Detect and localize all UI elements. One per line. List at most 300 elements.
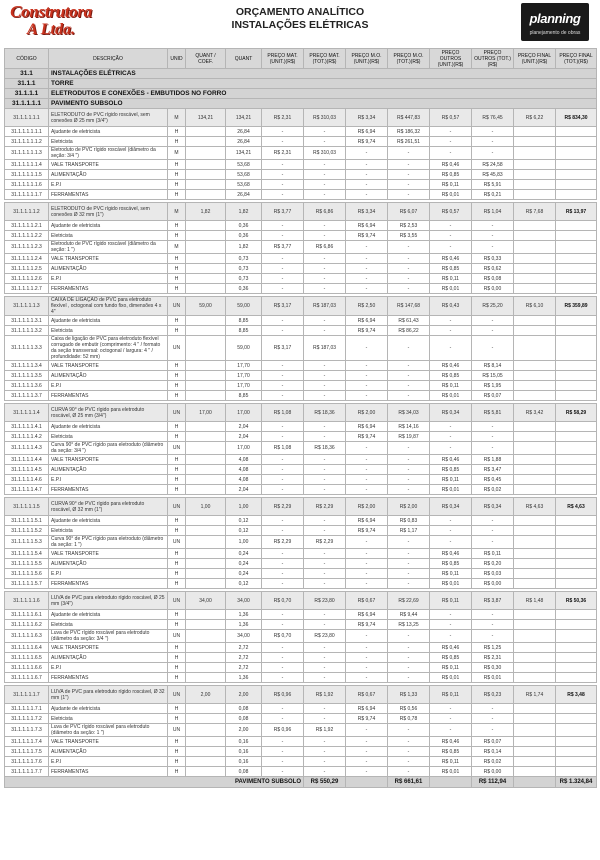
comp-mat-unit: - (262, 284, 304, 294)
comp-other-total: - (472, 432, 514, 442)
comp-mat-unit: - (262, 326, 304, 336)
comp-unit: H (168, 610, 186, 620)
comp-code: 31.1.1.1.1.3.5 (5, 371, 49, 381)
comp-unit: H (168, 526, 186, 536)
composition-row (5, 190, 597, 200)
comp-coef (186, 221, 226, 231)
section-label: TORRE (49, 79, 597, 89)
item-final-total: R$ 359,89 (556, 297, 597, 316)
comp-labor-unit: - (346, 485, 388, 495)
item-description: CURVA 90° de PVC rígido para eletroduto roscável, Ø 25 mm (3/4") (49, 404, 168, 422)
comp-mat-unit: - (262, 757, 304, 767)
comp-unit: H (168, 274, 186, 284)
comp-mat-unit: - (262, 381, 304, 391)
total-labor: R$ 661,61 (388, 777, 430, 788)
comp-labor-unit: - (346, 264, 388, 274)
comp-unit: H (168, 747, 186, 757)
comp-qty: 4,08 (226, 455, 262, 465)
comp-mat-unit: R$ 2,29 (262, 536, 304, 549)
comp-mat-total: - (304, 274, 346, 284)
comp-final-total (556, 516, 597, 526)
comp-description: VALE TRANSPORTE (49, 160, 168, 170)
comp-labor-total: - (388, 757, 430, 767)
composition-row (5, 391, 597, 401)
comp-other-unit: - (430, 526, 472, 536)
comp-coef (186, 381, 226, 391)
section-label: ELETRODUTOS E CONEXÕES - EMBUTIDOS NO FORRO (49, 89, 597, 99)
comp-description: ALIMENTAÇÃO (49, 170, 168, 180)
composition-row (5, 422, 597, 432)
comp-unit: H (168, 284, 186, 294)
comp-final-total (556, 663, 597, 673)
item-qty: 17,00 (226, 404, 262, 422)
comp-other-total: - (472, 316, 514, 326)
comp-mat-unit: - (262, 455, 304, 465)
item-coef: 2,00 (186, 686, 226, 704)
col-header-code: CÓDIGO (5, 49, 49, 69)
comp-mat-unit: - (262, 221, 304, 231)
comp-other-unit: R$ 0,11 (430, 569, 472, 579)
comp-code: 31.1.1.1.1.4.5 (5, 465, 49, 475)
comp-other-unit: - (430, 241, 472, 254)
comp-mat-total: - (304, 579, 346, 589)
comp-labor-unit: R$ 6,94 (346, 127, 388, 137)
item-mat-total: R$ 310,03 (304, 109, 346, 127)
comp-labor-total: - (388, 147, 430, 160)
comp-coef (186, 160, 226, 170)
comp-final-total (556, 170, 597, 180)
comp-other-unit: - (430, 422, 472, 432)
comp-coef (186, 475, 226, 485)
comp-coef (186, 579, 226, 589)
comp-other-total: - (472, 620, 514, 630)
comp-coef (186, 559, 226, 569)
comp-final-unit (514, 559, 556, 569)
comp-other-unit: - (430, 704, 472, 714)
comp-other-unit: - (430, 516, 472, 526)
comp-final-unit (514, 455, 556, 465)
comp-mat-total: - (304, 714, 346, 724)
item-coef: 17,00 (186, 404, 226, 422)
comp-coef (186, 254, 226, 264)
comp-final-total (556, 326, 597, 336)
comp-mat-unit: R$ 0,70 (262, 630, 304, 643)
comp-mat-total: R$ 6,86 (304, 241, 346, 254)
comp-final-total (556, 231, 597, 241)
comp-other-total: R$ 0,00 (472, 284, 514, 294)
comp-final-total (556, 391, 597, 401)
item-final-unit: R$ 7,68 (514, 203, 556, 221)
composition-row (5, 442, 597, 455)
comp-labor-unit: - (346, 643, 388, 653)
comp-mat-total: - (304, 190, 346, 200)
item-coef: 59,00 (186, 297, 226, 316)
comp-labor-unit: - (346, 274, 388, 284)
comp-other-unit: - (430, 536, 472, 549)
comp-qty: 0,16 (226, 737, 262, 747)
comp-qty: 134,21 (226, 147, 262, 160)
item-qty: 59,00 (226, 297, 262, 316)
comp-unit: H (168, 643, 186, 653)
comp-labor-unit: R$ 9,74 (346, 137, 388, 147)
comp-final-total (556, 127, 597, 137)
comp-labor-total: R$ 186,32 (388, 127, 430, 137)
comp-mat-unit: - (262, 549, 304, 559)
item-description: LUVA de PVC para eletroduto rígido roscável, Ø 32 mm (1") (49, 686, 168, 704)
comp-mat-total: - (304, 127, 346, 137)
comp-mat-unit: - (262, 747, 304, 757)
comp-unit: H (168, 757, 186, 767)
comp-mat-unit: - (262, 180, 304, 190)
comp-labor-total: - (388, 630, 430, 643)
comp-mat-total: - (304, 180, 346, 190)
comp-final-unit (514, 422, 556, 432)
comp-qty: 2,00 (226, 724, 262, 737)
comp-code: 31.1.1.1.1.7.5 (5, 747, 49, 757)
comp-other-unit: R$ 0,01 (430, 767, 472, 777)
comp-labor-unit: R$ 9,74 (346, 526, 388, 536)
comp-other-total: R$ 0,20 (472, 559, 514, 569)
comp-qty: 0,12 (226, 526, 262, 536)
composition-row (5, 663, 597, 673)
comp-labor-total: - (388, 241, 430, 254)
comp-final-total (556, 264, 597, 274)
comp-qty: 0,12 (226, 579, 262, 589)
comp-description: VALE TRANSPORTE (49, 455, 168, 465)
comp-mat-total: - (304, 170, 346, 180)
comp-coef (186, 569, 226, 579)
comp-mat-total: R$ 23,80 (304, 630, 346, 643)
brand-tagline: planejamento de obras (529, 30, 581, 36)
item-row (5, 592, 597, 610)
item-other-unit: R$ 0,11 (430, 686, 472, 704)
table-body (5, 69, 597, 777)
comp-labor-unit: - (346, 336, 388, 361)
item-code: 31.1.1.1.1.7 (5, 686, 49, 704)
comp-code: 31.1.1.1.1.6.2 (5, 620, 49, 630)
composition-row (5, 361, 597, 371)
comp-final-total (556, 569, 597, 579)
comp-code: 31.1.1.1.1.4.2 (5, 432, 49, 442)
comp-labor-total: - (388, 455, 430, 465)
comp-other-total: - (472, 221, 514, 231)
comp-mat-unit: R$ 1,08 (262, 442, 304, 455)
comp-other-unit: R$ 0,11 (430, 663, 472, 673)
comp-coef (186, 442, 226, 455)
comp-other-total: - (472, 630, 514, 643)
comp-qty: 2,04 (226, 422, 262, 432)
comp-unit: H (168, 254, 186, 264)
composition-row (5, 579, 597, 589)
comp-coef (186, 630, 226, 643)
comp-other-total: - (472, 536, 514, 549)
comp-labor-total: - (388, 579, 430, 589)
item-final-total: R$ 3,48 (556, 686, 597, 704)
composition-row (5, 536, 597, 549)
col-header-labor-unit: PREÇO M.O. (UNIT.)(R$) (346, 49, 388, 69)
col-header-mat-total: PREÇO MAT. (TOT.)(R$) (304, 49, 346, 69)
comp-other-total: R$ 1,95 (472, 381, 514, 391)
item-row (5, 203, 597, 221)
composition-row (5, 747, 597, 757)
comp-description: FERRAMENTAS (49, 767, 168, 777)
comp-labor-unit: - (346, 549, 388, 559)
comp-qty: 26,84 (226, 190, 262, 200)
comp-labor-total: - (388, 391, 430, 401)
comp-description: E.P.I (49, 757, 168, 767)
company-name-line2: A Ltda. (26, 21, 75, 38)
comp-labor-unit: - (346, 147, 388, 160)
comp-labor-unit: - (346, 653, 388, 663)
item-qty: 134,21 (226, 109, 262, 127)
comp-coef (186, 336, 226, 361)
comp-final-unit (514, 190, 556, 200)
comp-description: ALIMENTAÇÃO (49, 653, 168, 663)
comp-labor-unit: - (346, 381, 388, 391)
comp-final-total (556, 714, 597, 724)
comp-unit: H (168, 361, 186, 371)
comp-final-unit (514, 516, 556, 526)
comp-unit: H (168, 170, 186, 180)
comp-mat-unit: - (262, 170, 304, 180)
comp-final-unit (514, 526, 556, 536)
composition-row (5, 160, 597, 170)
comp-other-unit: R$ 0,46 (430, 549, 472, 559)
comp-qty: 0,24 (226, 549, 262, 559)
item-code: 31.1.1.1.1.2 (5, 203, 49, 221)
comp-labor-unit: - (346, 475, 388, 485)
comp-other-unit: - (430, 610, 472, 620)
comp-mat-total: - (304, 663, 346, 673)
comp-unit: H (168, 137, 186, 147)
comp-qty: 2,04 (226, 485, 262, 495)
comp-code: 31.1.1.1.1.3.4 (5, 361, 49, 371)
item-labor-total: R$ 447,83 (388, 109, 430, 127)
item-description: CAIXA DE LIGAÇÃO de PVC para eletroduto flexível , octogonal com fundo fixo, dimensões 4 x 4" (49, 297, 168, 316)
comp-code: 31.1.1.1.1.4.1 (5, 422, 49, 432)
composition-row (5, 231, 597, 241)
comp-coef (186, 536, 226, 549)
comp-final-unit (514, 569, 556, 579)
comp-description: Curva 90° de PVC rígido para eletroduto (diâmetro da seção: 3/4 ") (49, 442, 168, 455)
comp-labor-total: R$ 86,22 (388, 326, 430, 336)
composition-row (5, 569, 597, 579)
comp-mat-total: - (304, 221, 346, 231)
total-spacer (514, 777, 556, 788)
comp-description: Caixa de ligação de PVC para eletroduto flexível corrugado de embutir (comprimento: 4 " / formato da seção transversal: octogonal / largura: 4 " / profundidade: 52 mm) (49, 336, 168, 361)
comp-final-total (556, 485, 597, 495)
comp-final-unit (514, 264, 556, 274)
comp-coef (186, 714, 226, 724)
composition-row (5, 485, 597, 495)
item-mat-total: R$ 1,92 (304, 686, 346, 704)
comp-description: Eletricista (49, 432, 168, 442)
comp-mat-total: - (304, 465, 346, 475)
comp-final-unit (514, 724, 556, 737)
item-other-total: R$ 0,34 (472, 498, 514, 516)
comp-mat-total: R$ 2,29 (304, 536, 346, 549)
comp-labor-total: - (388, 569, 430, 579)
comp-final-unit (514, 663, 556, 673)
item-other-total: R$ 0,23 (472, 686, 514, 704)
comp-mat-unit: - (262, 673, 304, 683)
item-unit: M (168, 203, 186, 221)
comp-code: 31.1.1.1.1.3.2 (5, 326, 49, 336)
comp-labor-total: - (388, 724, 430, 737)
comp-code: 31.1.1.1.1.5.2 (5, 526, 49, 536)
comp-labor-total: - (388, 536, 430, 549)
comp-description: Ajudante de eletricista (49, 422, 168, 432)
comp-coef (186, 526, 226, 536)
comp-description: FERRAMENTAS (49, 485, 168, 495)
comp-description: E.P.I (49, 274, 168, 284)
comp-other-total: R$ 0,33 (472, 254, 514, 264)
item-final-unit: R$ 3,42 (514, 404, 556, 422)
comp-other-total: R$ 0,03 (472, 569, 514, 579)
comp-final-total (556, 704, 597, 714)
comp-other-total: - (472, 147, 514, 160)
comp-labor-total: R$ 1,17 (388, 526, 430, 536)
comp-mat-unit: - (262, 254, 304, 264)
item-final-unit: R$ 1,74 (514, 686, 556, 704)
comp-final-unit (514, 714, 556, 724)
comp-unit: M (168, 241, 186, 254)
item-code: 31.1.1.1.1.6 (5, 592, 49, 610)
comp-code: 31.1.1.1.1.2.5 (5, 264, 49, 274)
comp-coef (186, 190, 226, 200)
comp-unit: H (168, 326, 186, 336)
item-final-unit: R$ 6,22 (514, 109, 556, 127)
comp-qty: 1,82 (226, 241, 262, 254)
comp-labor-unit: - (346, 455, 388, 465)
item-labor-total: R$ 6,07 (388, 203, 430, 221)
composition-row (5, 653, 597, 663)
comp-labor-unit: - (346, 767, 388, 777)
comp-coef (186, 361, 226, 371)
col-header-other-unit: PREÇO OUTROS (UNIT.)(R$) (430, 49, 472, 69)
comp-labor-total: - (388, 653, 430, 663)
planning-logo (521, 3, 589, 41)
comp-other-unit: R$ 0,01 (430, 485, 472, 495)
comp-final-total (556, 137, 597, 147)
comp-coef (186, 231, 226, 241)
comp-code: 31.1.1.1.1.5.1 (5, 516, 49, 526)
comp-code: 31.1.1.1.1.1.2 (5, 137, 49, 147)
comp-code: 31.1.1.1.1.2.3 (5, 241, 49, 254)
composition-row (5, 630, 597, 643)
comp-labor-unit: R$ 6,94 (346, 316, 388, 326)
comp-other-total: R$ 0,01 (472, 673, 514, 683)
composition-row (5, 137, 597, 147)
comp-labor-total: - (388, 160, 430, 170)
comp-mat-unit: R$ 2,31 (262, 147, 304, 160)
comp-description: Eletricista (49, 326, 168, 336)
comp-mat-unit: - (262, 620, 304, 630)
comp-mat-unit: - (262, 361, 304, 371)
comp-final-unit (514, 630, 556, 643)
comp-final-unit (514, 485, 556, 495)
comp-code: 31.1.1.1.1.1.3 (5, 147, 49, 160)
item-mat-total: R$ 18,36 (304, 404, 346, 422)
comp-qty: 0,73 (226, 274, 262, 284)
item-row (5, 297, 597, 316)
composition-row (5, 714, 597, 724)
comp-other-unit: R$ 0,01 (430, 284, 472, 294)
comp-labor-total: R$ 9,44 (388, 610, 430, 620)
comp-mat-total: - (304, 326, 346, 336)
comp-unit: H (168, 190, 186, 200)
comp-mat-unit: - (262, 643, 304, 653)
comp-qty: 17,70 (226, 371, 262, 381)
comp-description: E.P.I (49, 569, 168, 579)
comp-description: ALIMENTAÇÃO (49, 747, 168, 757)
comp-mat-total: - (304, 653, 346, 663)
composition-row (5, 127, 597, 137)
comp-other-total: - (472, 724, 514, 737)
comp-code: 31.1.1.1.1.2.1 (5, 221, 49, 231)
comp-mat-unit: - (262, 371, 304, 381)
comp-other-unit: - (430, 620, 472, 630)
comp-coef (186, 673, 226, 683)
comp-unit: H (168, 475, 186, 485)
comp-code: 31.1.1.1.1.5.4 (5, 549, 49, 559)
comp-labor-unit: - (346, 391, 388, 401)
comp-labor-total: - (388, 465, 430, 475)
comp-qty: 2,72 (226, 663, 262, 673)
comp-mat-unit: - (262, 190, 304, 200)
comp-labor-unit: - (346, 569, 388, 579)
comp-labor-unit: R$ 9,74 (346, 714, 388, 724)
comp-description: FERRAMENTAS (49, 284, 168, 294)
composition-row (5, 432, 597, 442)
comp-final-unit (514, 336, 556, 361)
item-row (5, 498, 597, 516)
comp-mat-total: - (304, 757, 346, 767)
comp-qty: 59,00 (226, 336, 262, 361)
comp-qty: 4,08 (226, 475, 262, 485)
comp-coef (186, 767, 226, 777)
composition-row (5, 254, 597, 264)
comp-unit: H (168, 653, 186, 663)
comp-final-unit (514, 326, 556, 336)
comp-unit: H (168, 569, 186, 579)
comp-description: Eletroduto de PVC rígido roscável (diâmetro da seção: 3/4 ") (49, 147, 168, 160)
comp-coef (186, 549, 226, 559)
comp-unit: H (168, 127, 186, 137)
comp-labor-unit: - (346, 190, 388, 200)
comp-description: VALE TRANSPORTE (49, 549, 168, 559)
comp-code: 31.1.1.1.1.6.3 (5, 630, 49, 643)
comp-labor-total: - (388, 475, 430, 485)
comp-description: VALE TRANSPORTE (49, 361, 168, 371)
comp-unit: H (168, 559, 186, 569)
comp-other-unit: R$ 0,46 (430, 643, 472, 653)
composition-row (5, 516, 597, 526)
comp-final-unit (514, 579, 556, 589)
item-final-total: R$ 4,63 (556, 498, 597, 516)
comp-other-total: R$ 8,14 (472, 361, 514, 371)
comp-description: Eletricista (49, 137, 168, 147)
comp-other-unit: - (430, 432, 472, 442)
comp-qty: 0,24 (226, 569, 262, 579)
item-other-unit: R$ 0,11 (430, 592, 472, 610)
comp-other-total: R$ 0,14 (472, 747, 514, 757)
col-header-qty: QUANT (226, 49, 262, 69)
comp-final-unit (514, 254, 556, 264)
comp-other-unit: R$ 0,01 (430, 579, 472, 589)
section-row (5, 69, 597, 79)
comp-other-unit: R$ 0,01 (430, 673, 472, 683)
